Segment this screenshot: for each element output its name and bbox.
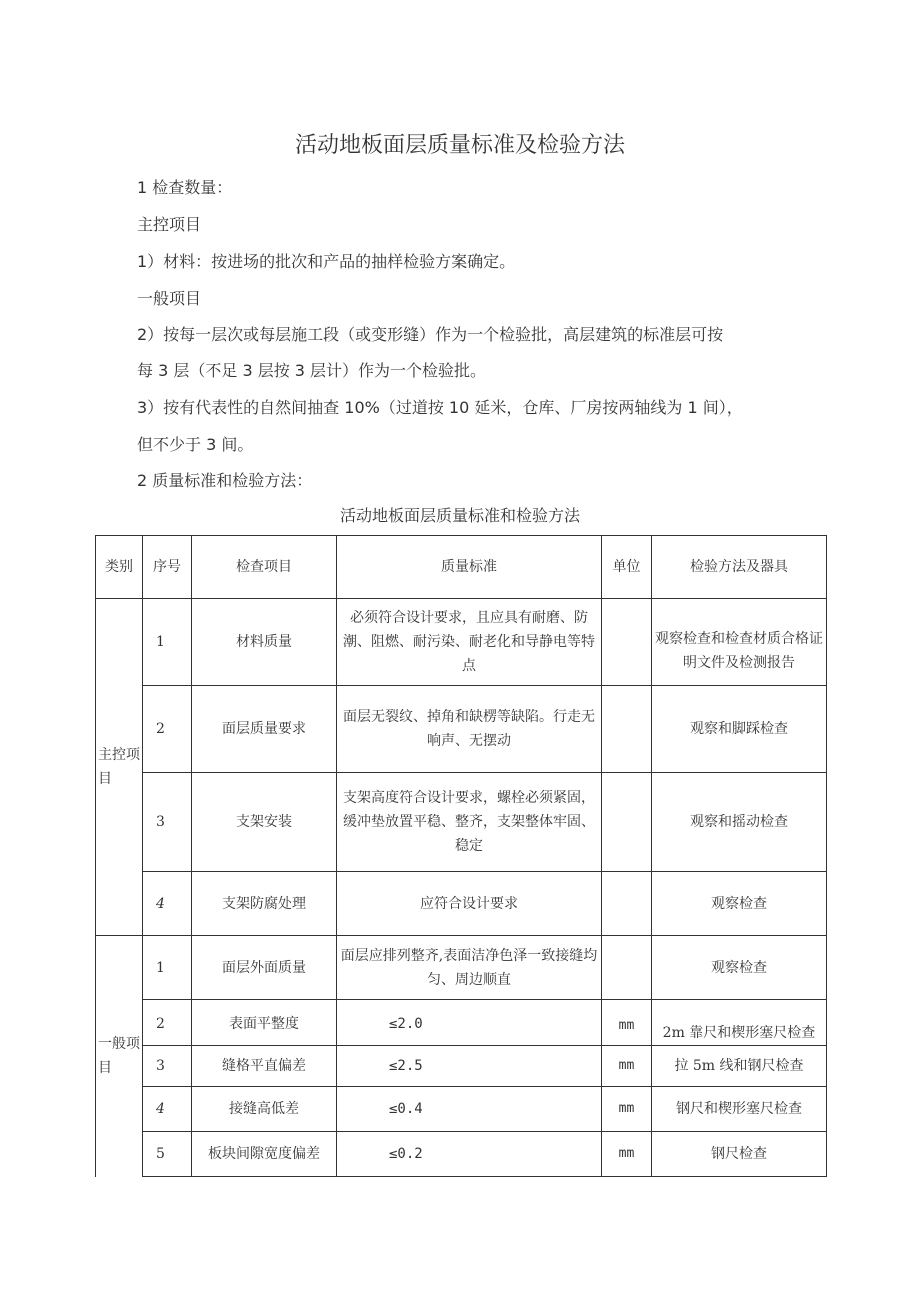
paragraph-quality-standard: 2 质量标准和检验方法： (137, 471, 313, 490)
row-unit (602, 872, 652, 936)
paragraph-sampling-line2: 但不少于 3 间。 (137, 435, 254, 454)
row-number: 1 (143, 599, 192, 686)
paragraph-sampling-line1: 3）按有代表性的自然间抽查 10%（过道按 10 延米，仓库、厂房按两轴线为 1 间）， (137, 398, 743, 417)
table-header-row (96, 536, 827, 599)
row-item: 支架防腐处理 (192, 872, 337, 936)
paragraph-inspection-quantity: 1 检查数量： (137, 178, 233, 197)
header-method: 检验方法及器具 (652, 536, 827, 599)
row-number: 2 (143, 686, 192, 773)
row-standard: ≤2.0 (337, 1000, 602, 1046)
document-title: 活动地板面层质量标准及检验方法 (294, 133, 625, 158)
row-item: 缝格平直偏差 (192, 1046, 337, 1087)
paragraph-batch-rule-line2: 每 3 层（不足 3 层按 3 层计）作为一个检验批。 (137, 361, 487, 380)
row-method: 观察检查和检查材质合格证明文件及检测报告 (652, 599, 827, 686)
row-standard: ≤0.4 (337, 1087, 602, 1132)
header-item: 检查项目 (192, 536, 337, 599)
header-category: 类别 (96, 536, 143, 599)
row-method: 2m 靠尺和楔形塞尺检查 (652, 1000, 827, 1046)
row-unit (602, 599, 652, 686)
table-row (96, 1000, 827, 1046)
row-number: 3 (143, 1046, 192, 1087)
paragraph-batch-rule-line1: 2）按每一层次或每层施工段（或变形缝）作为一个检验批，高层建筑的标准层可按 (137, 325, 724, 344)
paragraph-main-items: 主控项目 (137, 215, 202, 234)
row-item: 面层质量要求 (192, 686, 337, 773)
paragraph-material: 1）材料：按进场的批次和产品的抽样检验方案确定。 (137, 252, 516, 271)
table-row (96, 686, 827, 773)
row-number: 1 (143, 936, 192, 1000)
row-unit (602, 686, 652, 773)
row-method: 观察检查 (652, 936, 827, 1000)
row-standard: ≤2.5 (337, 1046, 602, 1087)
row-number: 4 (143, 872, 192, 936)
table-row (96, 773, 827, 872)
row-standard: 支架高度符合设计要求，螺栓必须紧固，缓冲垫放置平稳、整齐，支架整体牢固、稳定 (337, 773, 602, 872)
table-caption: 活动地板面层质量标准和检验方法 (339, 506, 580, 525)
row-method: 钢尺和楔形塞尺检查 (652, 1087, 827, 1132)
row-item: 表面平整度 (192, 1000, 337, 1046)
row-item: 板块间隙宽度偏差 (192, 1132, 337, 1177)
row-method: 观察和脚踩检查 (652, 686, 827, 773)
row-item: 材料质量 (192, 599, 337, 686)
row-number: 3 (143, 773, 192, 872)
table-row (96, 599, 827, 686)
header-standard: 质量标准 (337, 536, 602, 599)
header-number: 序号 (143, 536, 192, 599)
row-number: 5 (143, 1132, 192, 1177)
row-standard: 面层无裂纹、掉角和缺楞等缺陷。行走无响声、无摆动 (337, 686, 602, 773)
row-item: 支架安装 (192, 773, 337, 872)
row-method: 拉 5m 线和钢尺检查 (652, 1046, 827, 1087)
table-row (96, 1132, 827, 1177)
row-standard: 应符合设计要求 (337, 872, 602, 936)
row-item: 接缝高低差 (192, 1087, 337, 1132)
table-row (96, 1087, 827, 1132)
row-method: 观察和摇动检查 (652, 773, 827, 872)
row-standard: 面层应排列整齐,表面洁净色泽一致接缝均匀、周边顺直 (337, 936, 602, 1000)
row-unit: mm (602, 1046, 652, 1087)
row-method: 钢尺检查 (652, 1132, 827, 1177)
row-number: 4 (143, 1087, 192, 1132)
table-row (96, 872, 827, 936)
quality-standard-table (95, 535, 827, 1177)
row-unit: mm (602, 1132, 652, 1177)
paragraph-general-items: 一般项目 (137, 289, 202, 308)
row-unit: mm (602, 1000, 652, 1046)
row-method: 观察检查 (652, 872, 827, 936)
category-main: 主控项目 (96, 599, 143, 936)
category-general: 一般项目 (96, 936, 143, 1177)
table-row (96, 936, 827, 1000)
row-item: 面层外面质量 (192, 936, 337, 1000)
row-number: 2 (143, 1000, 192, 1046)
header-unit: 单位 (602, 536, 652, 599)
row-unit (602, 773, 652, 872)
table-row (96, 1046, 827, 1087)
row-standard: 必须符合设计要求，且应具有耐磨、防潮、阻燃、耐污染、耐老化和导静电等特点 (337, 599, 602, 686)
row-unit: mm (602, 1087, 652, 1132)
row-standard: ≤0.2 (337, 1132, 602, 1177)
row-unit (602, 936, 652, 1000)
